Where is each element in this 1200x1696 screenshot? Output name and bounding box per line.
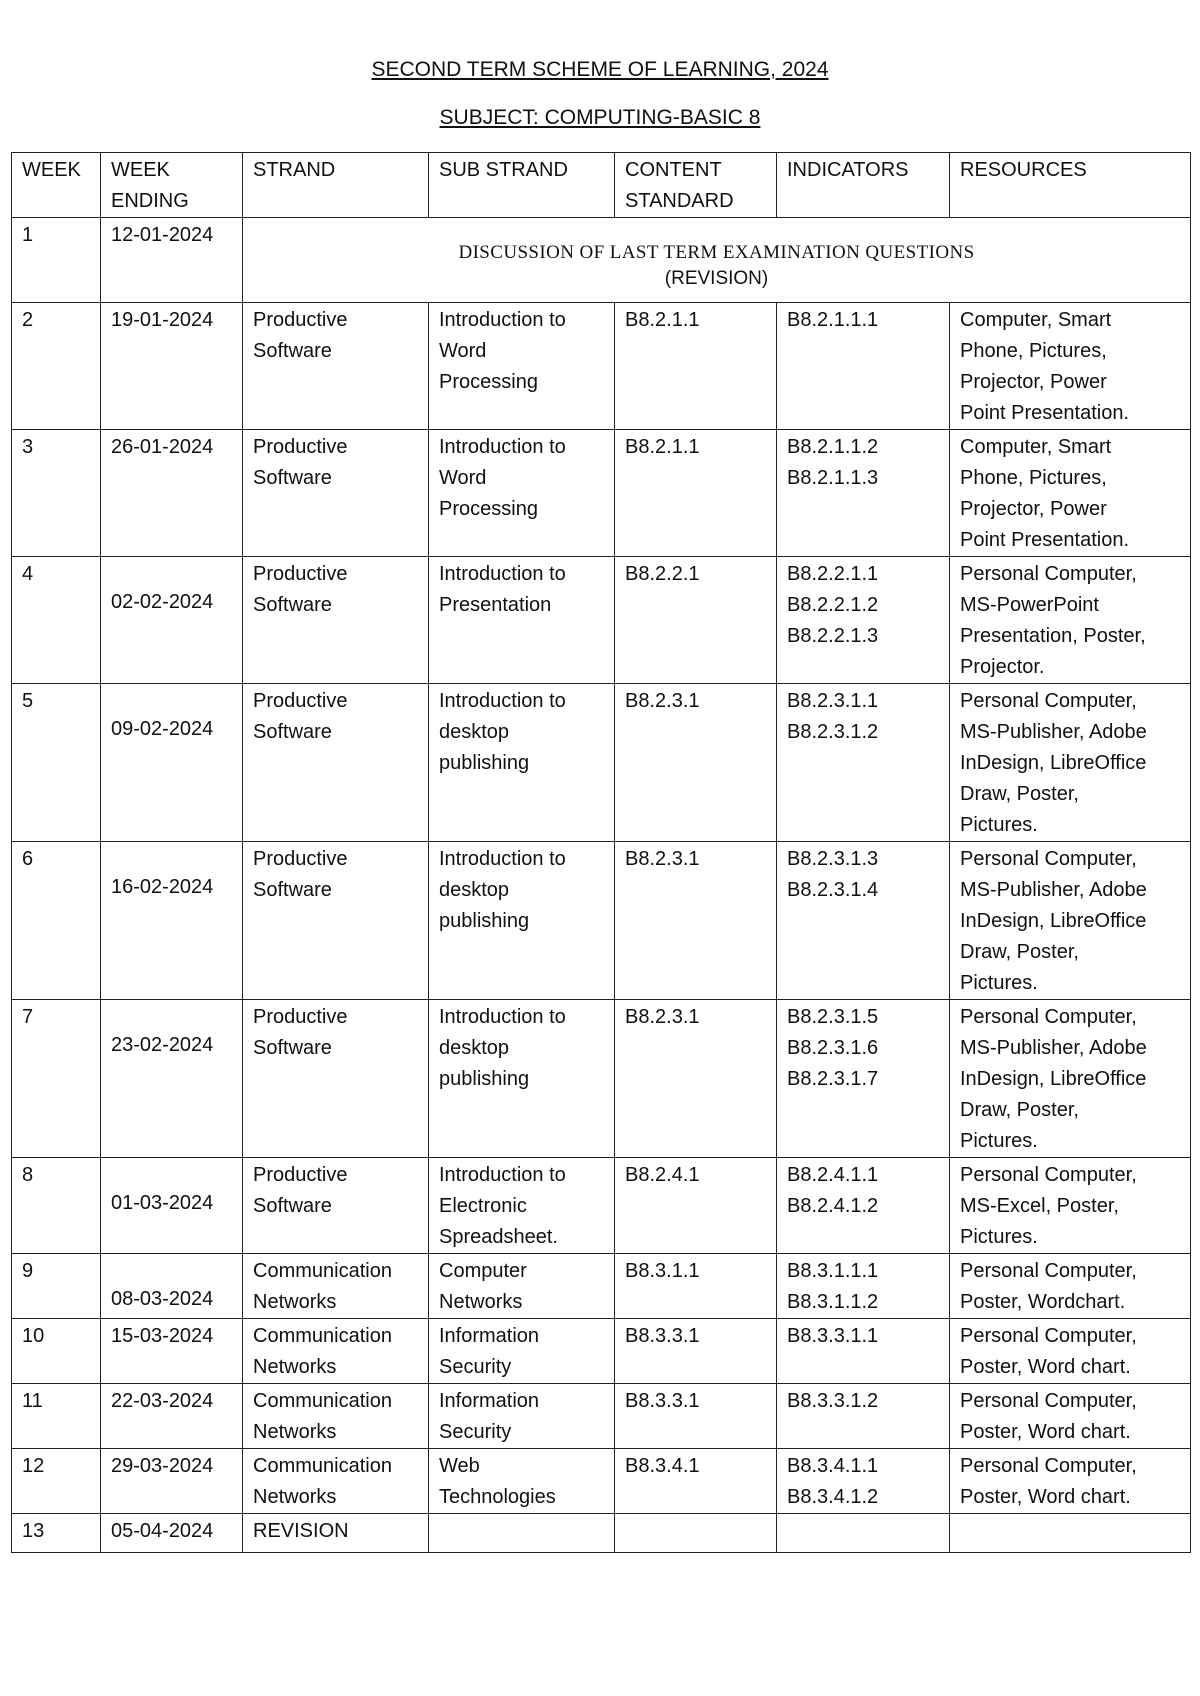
cell-content-standard: [615, 1514, 777, 1553]
cell-week: 8: [12, 1158, 101, 1254]
table-row: [12, 1514, 1191, 1553]
cell-content-standard: B8.3.4.1: [615, 1449, 777, 1514]
cell-content-standard: B8.2.2.1: [615, 557, 777, 684]
cell-week-ending: 05-04-2024: [101, 1514, 243, 1553]
cell-content-standard: B8.3.1.1: [615, 1254, 777, 1319]
cell-sub-strand: Introduction to Electronic Spreadsheet.: [429, 1158, 615, 1254]
cell-week: 2: [12, 303, 101, 430]
cell-indicators: B8.2.1.1.1: [777, 303, 950, 430]
cell-sub-strand: [429, 1514, 615, 1553]
header-week-ending: WEEK ENDING: [101, 153, 243, 218]
cell-indicators: B8.3.3.1.1: [777, 1319, 950, 1384]
table-row: [12, 1384, 1191, 1449]
cell-strand: Productive Software: [243, 684, 429, 842]
table-row: [12, 1254, 1191, 1319]
cell-content-standard: B8.2.3.1: [615, 1000, 777, 1158]
cell-week-ending: 12-01-2024: [101, 218, 243, 303]
cell-indicators: B8.3.1.1.1 B8.3.1.1.2: [777, 1254, 950, 1319]
cell-strand: REVISION: [243, 1514, 429, 1553]
cell-week-ending: 29-03-2024: [101, 1449, 243, 1514]
cell-week: 11: [12, 1384, 101, 1449]
cell-strand: Communication Networks: [243, 1319, 429, 1384]
table-row: [12, 1319, 1191, 1384]
cell-indicators: B8.2.3.1.1 B8.2.3.1.2: [777, 684, 950, 842]
cell-sub-strand: Introduction to Presentation: [429, 557, 615, 684]
cell-week: 13: [12, 1514, 101, 1553]
cell-indicators: [777, 1514, 950, 1553]
cell-sub-strand: Information Security: [429, 1384, 615, 1449]
cell-indicators: B8.2.3.1.3 B8.2.3.1.4: [777, 842, 950, 1000]
header-resources: RESOURCES: [950, 153, 1191, 218]
cell-indicators: B8.3.4.1.1 B8.3.4.1.2: [777, 1449, 950, 1514]
cell-week-ending: 19-01-2024: [101, 303, 243, 430]
table-row-revision: [12, 218, 1191, 303]
cell-resources: Personal Computer, Poster, Wordchart.: [950, 1254, 1191, 1319]
cell-strand: Productive Software: [243, 1000, 429, 1158]
cell-content-standard: B8.2.3.1: [615, 842, 777, 1000]
discussion-cell: [243, 218, 1191, 303]
cell-strand: Productive Software: [243, 303, 429, 430]
cell-week-ending: 23-02-2024: [101, 1000, 243, 1158]
table-row: [12, 557, 1191, 684]
cell-week-ending: 09-02-2024: [101, 684, 243, 842]
cell-indicators: B8.2.1.1.2 B8.2.1.1.3: [777, 430, 950, 557]
cell-sub-strand: Information Security: [429, 1319, 615, 1384]
table-row: [12, 1158, 1191, 1254]
table-row: [12, 1000, 1191, 1158]
cell-strand: Communication Networks: [243, 1384, 429, 1449]
cell-sub-strand: Web Technologies: [429, 1449, 615, 1514]
cell-content-standard: B8.2.1.1: [615, 303, 777, 430]
cell-indicators: B8.2.4.1.1 B8.2.4.1.2: [777, 1158, 950, 1254]
table-header-row: [12, 153, 1191, 218]
cell-resources: Personal Computer, MS-Publisher, Adobe InDesign, LibreOffice Draw, Poster, Pictures.: [950, 842, 1191, 1000]
cell-week-ending: 08-03-2024: [101, 1254, 243, 1319]
cell-content-standard: B8.2.1.1: [615, 430, 777, 557]
cell-resources: Personal Computer, MS-PowerPoint Presentation, Poster, Projector.: [950, 557, 1191, 684]
cell-week: 5: [12, 684, 101, 842]
cell-week: 1: [12, 218, 101, 303]
table-row: [12, 303, 1191, 430]
cell-week-ending: 02-02-2024: [101, 557, 243, 684]
header-sub-strand: SUB STRAND: [429, 153, 615, 218]
header-week: WEEK: [12, 153, 101, 218]
discussion-note: DISCUSSION OF LAST TERM EXAMINATION QUESTIONS: [458, 242, 975, 263]
cell-week: 12: [12, 1449, 101, 1514]
cell-week-ending: 22-03-2024: [101, 1384, 243, 1449]
cell-week-ending: 15-03-2024: [101, 1319, 243, 1384]
cell-sub-strand: Introduction to desktop publishing: [429, 842, 615, 1000]
cell-sub-strand: Introduction to desktop publishing: [429, 684, 615, 842]
cell-content-standard: B8.2.4.1: [615, 1158, 777, 1254]
table-row: [12, 1449, 1191, 1514]
cell-resources: Computer, Smart Phone, Pictures, Projector, Power Point Presentation.: [950, 430, 1191, 557]
cell-strand: Communication Networks: [243, 1449, 429, 1514]
cell-content-standard: B8.3.3.1: [615, 1384, 777, 1449]
cell-week: 4: [12, 557, 101, 684]
cell-week: 10: [12, 1319, 101, 1384]
cell-indicators: B8.2.3.1.5 B8.2.3.1.6 B8.2.3.1.7: [777, 1000, 950, 1158]
table-row: [12, 842, 1191, 1000]
cell-content-standard: B8.3.3.1: [615, 1319, 777, 1384]
cell-resources: Personal Computer, MS-Publisher, Adobe InDesign, LibreOffice Draw, Poster, Pictures.: [950, 684, 1191, 842]
cell-strand: Productive Software: [243, 557, 429, 684]
cell-strand: Productive Software: [243, 1158, 429, 1254]
cell-resources: Computer, Smart Phone, Pictures, Projector, Power Point Presentation.: [950, 303, 1191, 430]
cell-sub-strand: Computer Networks: [429, 1254, 615, 1319]
cell-sub-strand: Introduction to Word Processing: [429, 303, 615, 430]
header-strand: STRAND: [243, 153, 429, 218]
table-row: [12, 684, 1191, 842]
cell-indicators: B8.2.2.1.1 B8.2.2.1.2 B8.2.2.1.3: [777, 557, 950, 684]
cell-content-standard: B8.2.3.1: [615, 684, 777, 842]
cell-resources: Personal Computer, Poster, Word chart.: [950, 1449, 1191, 1514]
header-content-standard: CONTENT STANDARD: [615, 153, 777, 218]
scheme-table: [11, 152, 1191, 1553]
cell-week-ending: 26-01-2024: [101, 430, 243, 557]
cell-week: 7: [12, 1000, 101, 1158]
cell-week-ending: 01-03-2024: [101, 1158, 243, 1254]
cell-week: 3: [12, 430, 101, 557]
cell-resources: [950, 1514, 1191, 1553]
cell-resources: Personal Computer, Poster, Word chart.: [950, 1319, 1191, 1384]
cell-resources: Personal Computer, Poster, Word chart.: [950, 1384, 1191, 1449]
document-title: SECOND TERM SCHEME OF LEARNING, 2024: [371, 58, 829, 81]
cell-resources: Personal Computer, MS-Excel, Poster, Pictures.: [950, 1158, 1191, 1254]
cell-week-ending: 16-02-2024: [101, 842, 243, 1000]
cell-indicators: B8.3.3.1.2: [777, 1384, 950, 1449]
table-row: [12, 430, 1191, 557]
cell-resources: Personal Computer, MS-Publisher, Adobe InDesign, LibreOffice Draw, Poster, Pictures.: [950, 1000, 1191, 1158]
cell-sub-strand: Introduction to Word Processing: [429, 430, 615, 557]
cell-strand: Communication Networks: [243, 1254, 429, 1319]
cell-sub-strand: Introduction to desktop publishing: [429, 1000, 615, 1158]
cell-week: 6: [12, 842, 101, 1000]
cell-strand: Productive Software: [243, 430, 429, 557]
document-subject: SUBJECT: COMPUTING-BASIC 8: [439, 106, 761, 129]
cell-strand: Productive Software: [243, 842, 429, 1000]
header-indicators: INDICATORS: [777, 153, 950, 218]
cell-week: 9: [12, 1254, 101, 1319]
discussion-note-sub: (REVISION): [664, 268, 769, 289]
